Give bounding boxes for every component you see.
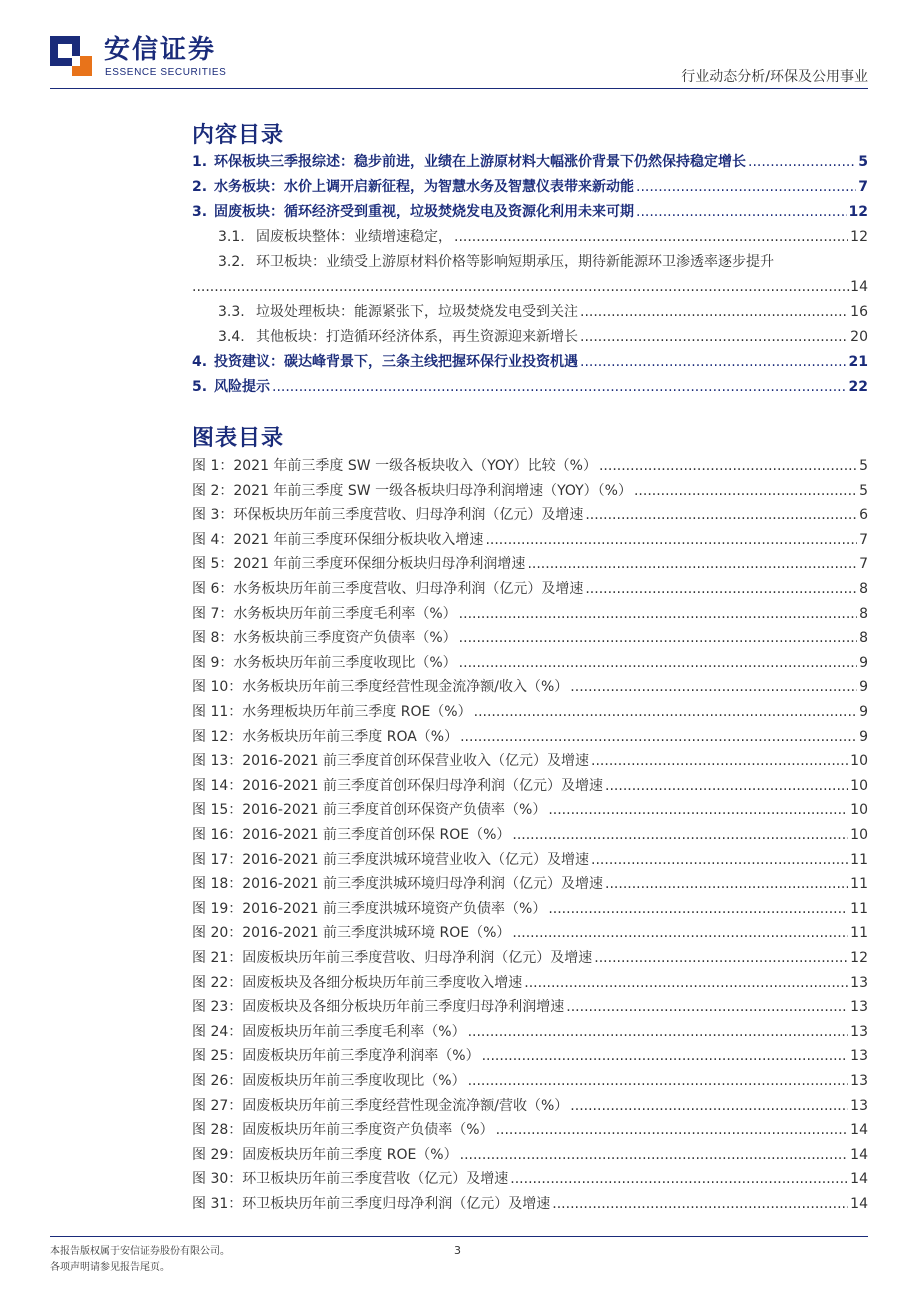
figure-item-page: 13 <box>850 974 868 991</box>
dot-leader <box>510 1167 848 1191</box>
figure-item-title: 图 24：固废板块历年前三季度毛利率（%） <box>192 1023 466 1040</box>
copyright-notice: 本报告版权属于安信证券股份有限公司。 <box>50 1246 230 1257</box>
figure-item[interactable] <box>192 774 868 798</box>
figure-item-page: 8 <box>859 630 868 647</box>
figure-item-title: 图 6：水务板块历年前三季度营收、归母净利润（亿元）及增速 <box>192 581 584 597</box>
figure-item-page: 9 <box>859 728 868 745</box>
figure-item-page: 13 <box>850 1097 868 1114</box>
figure-item-title: 图 16：2016-2021 前三季度首创环保 ROE（%） <box>192 827 511 843</box>
figure-item-title: 图 31：环卫板块历年前三季度归母净利润（亿元）及增速 <box>192 1196 551 1212</box>
dot-leader <box>496 1118 849 1142</box>
figure-item-page: 6 <box>859 507 868 524</box>
dot-leader <box>566 995 848 1019</box>
dot-leader <box>527 552 857 576</box>
logo-mark-icon <box>50 36 92 76</box>
figure-item[interactable] <box>192 971 868 995</box>
figure-item-page: 9 <box>859 704 868 720</box>
figure-item-title: 图 22：固废板块及各细分板块历年前三季度收入增速 <box>192 974 523 991</box>
figure-item-title: 图 2：2021 年前三季度 SW 一级各板块归母净利润增速（YOY）（%） <box>192 482 632 499</box>
toc-item[interactable]: 2. 水务板块：水价上调开启新征程，为智慧水务及智慧仪表带来新动能 ..... 7 <box>192 175 868 199</box>
dot-leader <box>591 749 848 773</box>
report-category: 行业动态分析/环保及公用事业 <box>681 69 868 85</box>
figure-item-page: 10 <box>850 753 868 770</box>
figure-item[interactable] <box>192 651 868 675</box>
figure-item-title: 图 1：2021 年前三季度 SW 一级各板块收入（YOY）比较（%） <box>192 458 597 474</box>
dot-leader <box>548 798 848 822</box>
toc-title: 内容目录 <box>192 123 285 148</box>
dot-leader <box>474 700 857 724</box>
toc-item[interactable]: 5. 风险提示 ..... 22 <box>192 375 868 399</box>
figure-item-page: 8 <box>859 581 868 597</box>
figure-item[interactable] <box>192 1044 868 1068</box>
dot-leader <box>605 872 848 896</box>
dot-leader <box>459 626 857 650</box>
figure-item-title: 图 29：固废板块历年前三季度 ROE（%） <box>192 1146 458 1163</box>
figure-item[interactable] <box>192 577 868 601</box>
figure-item-page: 7 <box>859 531 868 548</box>
figure-item-title: 图 17：2016-2021 前三季度洪城环境营业收入（亿元）及增速 <box>192 851 590 868</box>
figure-item-page: 11 <box>850 900 868 917</box>
dot-leader <box>459 651 857 675</box>
dot-leader <box>585 503 857 527</box>
figure-item[interactable] <box>192 675 868 699</box>
dot-leader <box>485 528 857 552</box>
figure-item[interactable] <box>192 946 868 970</box>
figure-item[interactable] <box>192 872 868 896</box>
toc-sub-item-continuation[interactable]: ..... 14 <box>192 275 868 299</box>
dot-leader <box>460 725 857 749</box>
figure-item[interactable] <box>192 552 868 576</box>
figure-item-title: 图 30：环卫板块历年前三季度营收（亿元）及增速 <box>192 1171 509 1188</box>
dot-leader <box>594 946 848 970</box>
figure-item[interactable] <box>192 1069 868 1093</box>
dot-leader <box>585 577 857 601</box>
dot-leader <box>552 1192 848 1216</box>
figure-item[interactable] <box>192 454 868 478</box>
figure-item-title: 图 13：2016-2021 前三季度首创环保营业收入（亿元）及增速 <box>192 753 590 770</box>
dot-leader <box>524 971 848 995</box>
dot-leader <box>591 848 848 872</box>
figure-item-page: 8 <box>859 605 868 622</box>
figure-item-page: 13 <box>850 1023 868 1040</box>
figure-item-title: 图 28：固废板块历年前三季度资产负债率（%） <box>192 1122 494 1139</box>
dot-leader <box>482 1044 849 1068</box>
figure-item-title: 图 14：2016-2021 前三季度首创环保归母净利润（亿元）及增速 <box>192 777 604 794</box>
figure-item-page: 13 <box>850 1048 868 1065</box>
figure-item-page: 14 <box>850 1171 868 1188</box>
figure-item-title: 图 21：固废板块历年前三季度营收、归母净利润（亿元）及增速 <box>192 950 593 966</box>
figure-item[interactable] <box>192 995 868 1019</box>
figure-item-page: 9 <box>859 654 868 671</box>
figure-item-title: 图 15：2016-2021 前三季度首创环保资产负债率（%） <box>192 802 547 819</box>
figure-item-page: 12 <box>850 950 868 966</box>
figure-item-page: 11 <box>850 925 868 942</box>
toc-item[interactable]: 3. 固废板块：循环经济受到重视，垃圾焚烧发电及资源化利用未来可期 ..... 12 <box>192 200 868 224</box>
figure-item[interactable] <box>192 725 868 749</box>
figure-item[interactable] <box>192 798 868 822</box>
figure-item-page: 14 <box>850 1122 868 1139</box>
figure-item-title: 图 8：水务板块前三季度资产负债率（%） <box>192 630 457 647</box>
figure-item-title: 图 23：固废板块及各细分板块历年前三季度归母净利润增速 <box>192 999 565 1016</box>
dot-leader <box>460 1143 849 1167</box>
figure-item-title: 图 5：2021 年前三季度环保细分板块归母净利润增速 <box>192 556 526 573</box>
figure-item-title: 图 25：固废板块历年前三季度净利润率（%） <box>192 1048 480 1065</box>
toc-item[interactable]: 1. 环保板块三季报综述：稳步前进，业绩在上游原材料大幅涨价背景下仍然保持稳定增长 ..... 5 <box>192 150 868 174</box>
figure-item[interactable] <box>192 848 868 872</box>
figure-item-page: 14 <box>850 1146 868 1163</box>
figure-item-page: 13 <box>850 999 868 1016</box>
dot-leader <box>605 774 848 798</box>
dot-leader <box>468 1020 849 1044</box>
figure-item[interactable] <box>192 503 868 527</box>
figure-item-title: 图 19：2016-2021 前三季度洪城环境资产负债率（%） <box>192 900 547 917</box>
figure-item[interactable] <box>192 749 868 773</box>
disclaimer-notice: 各项声明请参见报告尾页。 <box>50 1262 170 1273</box>
figure-item[interactable] <box>192 897 868 921</box>
figure-item-page: 5 <box>859 482 868 499</box>
toc-sub-item[interactable]: 3.3. 垃圾处理板块：能源紧张下，垃圾焚烧发电受到关注 ..... 16 <box>218 300 868 324</box>
figure-item[interactable] <box>192 921 868 945</box>
figure-item-title: 图 4：2021 年前三季度环保细分板块收入增速 <box>192 531 484 548</box>
figure-item-title: 图 7：水务板块历年前三季度毛利率（%） <box>192 605 457 622</box>
dot-leader <box>570 1094 848 1118</box>
toc-sub-item[interactable]: 3.1. 固废板块整体：业绩增速稳定， ..... 12 <box>218 225 868 249</box>
figure-item[interactable] <box>192 479 868 503</box>
toc-sub-item[interactable]: 3.2. 环卫板块：业绩受上游原材料价格等影响短期承压，期待新能源环卫渗透率逐步提升 <box>218 254 774 270</box>
dot-leader <box>599 454 857 478</box>
header-divider <box>50 88 868 89</box>
figure-item-page: 10 <box>850 777 868 794</box>
figure-item-page: 14 <box>850 1196 868 1212</box>
dot-leader <box>570 675 857 699</box>
figure-item[interactable] <box>192 700 868 724</box>
figure-item-page: 13 <box>850 1073 868 1089</box>
dot-leader <box>459 602 857 626</box>
toc-item[interactable]: 4. 投资建议：碳达峰背景下，三条主线把握环保行业投资机遇 ..... 21 <box>192 350 868 374</box>
figure-item-title: 图 10：水务板块历年前三季度经营性现金流净额/收入（%） <box>192 679 569 696</box>
figure-item-page: 11 <box>850 876 868 893</box>
figure-item-title: 图 9：水务板块历年前三季度收现比（%） <box>192 654 457 671</box>
dot-leader <box>634 479 857 503</box>
page-number: 3 <box>454 1244 461 1257</box>
figure-item[interactable] <box>192 626 868 650</box>
figure-item[interactable] <box>192 1020 868 1044</box>
footer-divider <box>50 1236 868 1237</box>
figure-item[interactable] <box>192 602 868 626</box>
toc-sub-item[interactable]: 3.4. 其他板块：打造循环经济体系，再生资源迎来新增长 ..... 20 <box>218 325 868 349</box>
figure-item-page: 10 <box>850 827 868 843</box>
figure-item-page: 10 <box>850 802 868 819</box>
dot-leader <box>512 921 848 945</box>
figure-item-page: 7 <box>859 556 868 573</box>
figure-item-title: 图 26：固废板块历年前三季度收现比（%） <box>192 1073 466 1089</box>
figure-item-title: 图 20：2016-2021 前三季度洪城环境 ROE（%） <box>192 925 511 942</box>
figure-item[interactable] <box>192 1118 868 1142</box>
figure-item[interactable] <box>192 1143 868 1167</box>
figure-item-page: 9 <box>859 679 868 696</box>
figure-item-title: 图 11：水务理板块历年前三季度 ROE（%） <box>192 704 472 720</box>
company-logo <box>50 34 230 80</box>
figure-item[interactable] <box>192 1167 868 1191</box>
figure-item-page: 5 <box>859 458 868 474</box>
figure-item[interactable] <box>192 823 868 847</box>
figure-item-title: 图 27：固废板块历年前三季度经营性现金流净额/营收（%） <box>192 1097 569 1114</box>
figure-item[interactable] <box>192 1192 868 1216</box>
figure-item-title: 图 3：环保板块历年前三季度营收、归母净利润（亿元）及增速 <box>192 507 584 524</box>
dot-leader <box>548 897 848 921</box>
figure-item[interactable] <box>192 1094 868 1118</box>
logo-english-name: ESSENCE SECURITIES <box>105 67 227 78</box>
figure-item-title: 图 18：2016-2021 前三季度洪城环境归母净利润（亿元）及增速 <box>192 876 604 893</box>
dot-leader <box>468 1069 849 1093</box>
figure-item[interactable] <box>192 528 868 552</box>
dot-leader <box>512 823 848 847</box>
logo-chinese-name: 安信证券 <box>104 35 217 65</box>
figure-item-page: 11 <box>850 851 868 868</box>
figure-item-title: 图 12：水务板块历年前三季度 ROA（%） <box>192 728 459 745</box>
figures-title: 图表目录 <box>192 426 285 451</box>
